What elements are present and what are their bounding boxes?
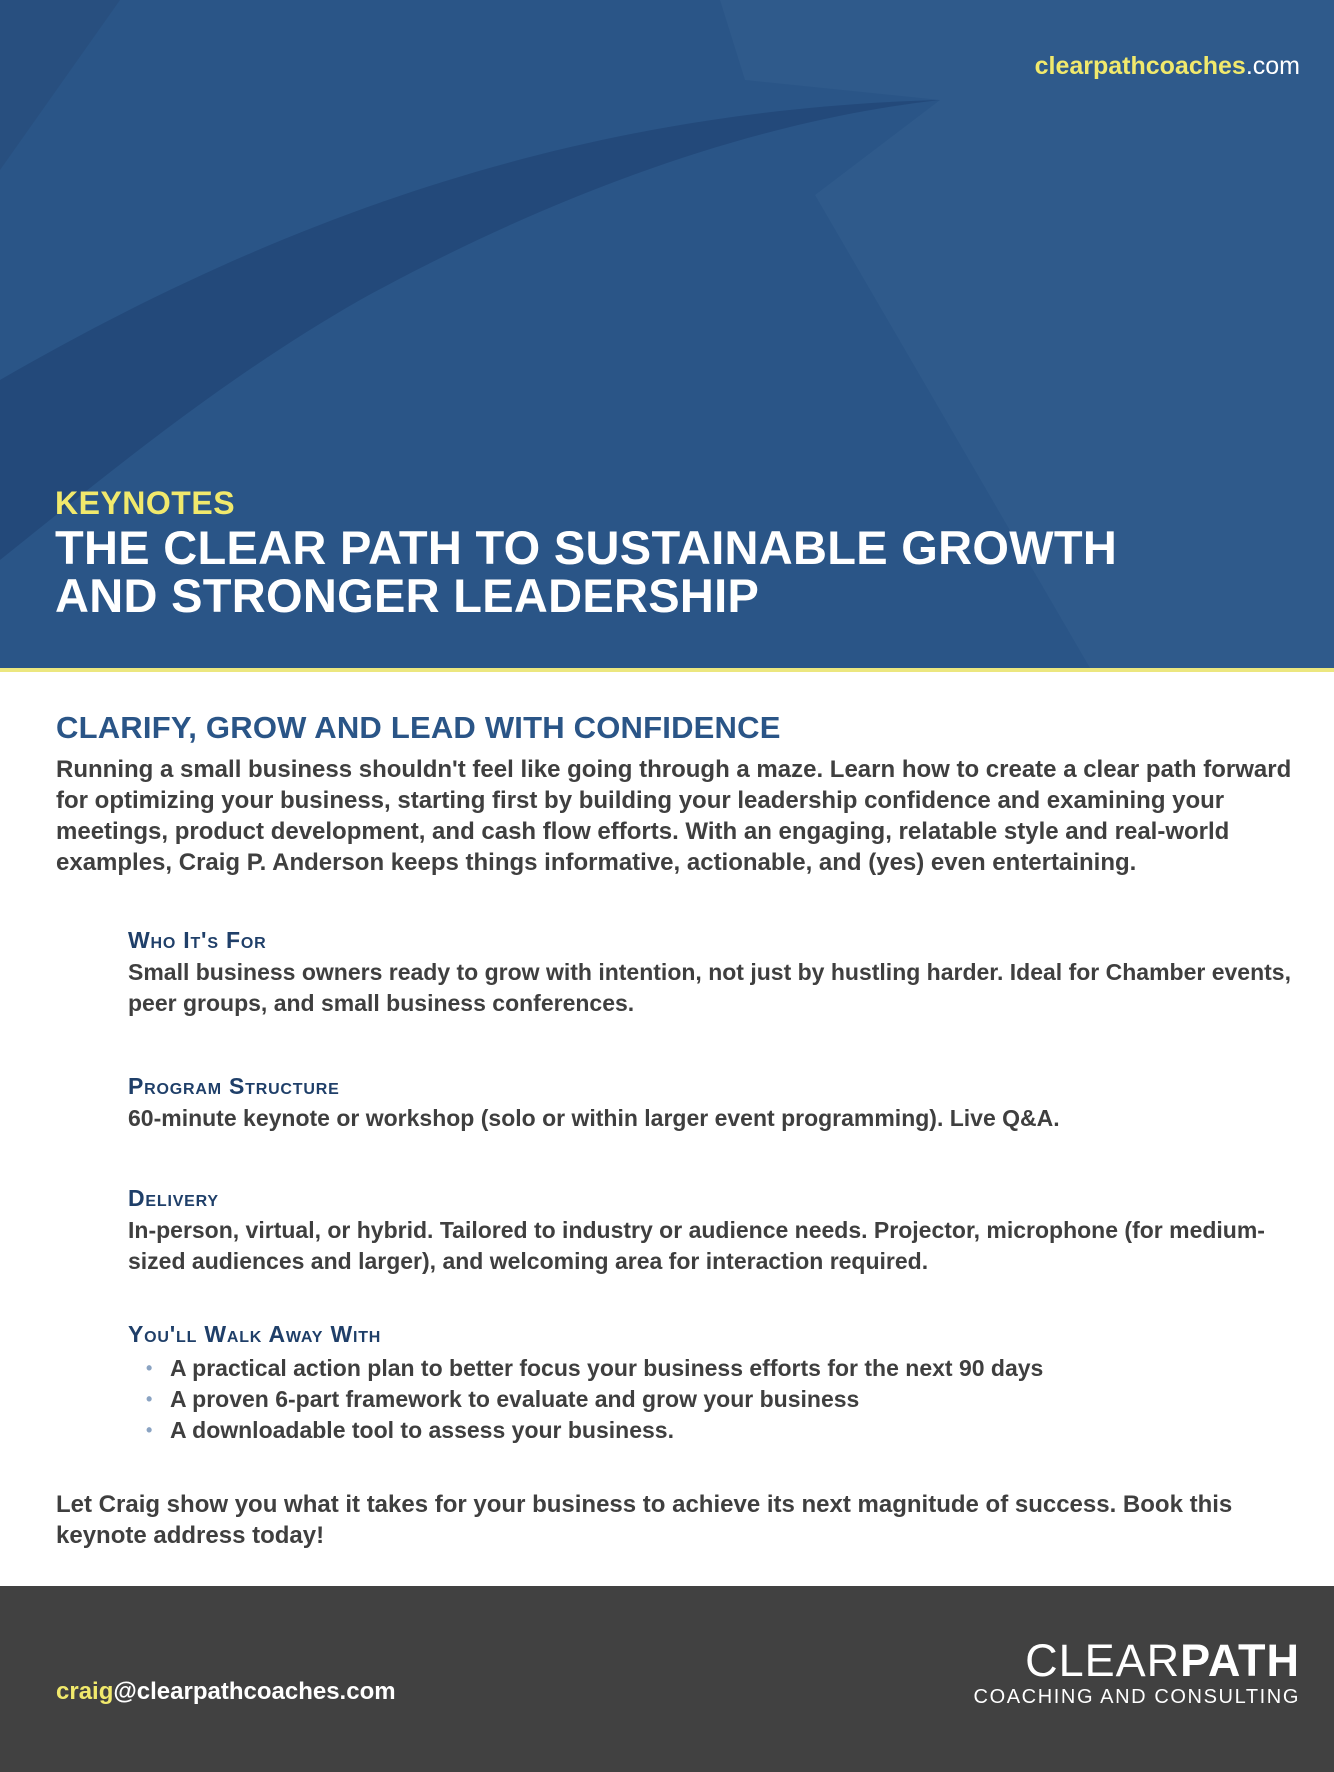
hero-banner: [0, 0, 1334, 668]
site-url-suffix: .com: [1245, 52, 1300, 80]
section-delivery-body: In-person, virtual, or hybrid. Tailored to industry or audience needs. Projector, microphone (for medium-sized audiences and larger), and welcoming area for interaction required.: [128, 1217, 1265, 1274]
bullet-icon: •: [146, 1358, 153, 1378]
kicker-label: KEYNOTES: [55, 485, 236, 521]
logo-word-path: PATH: [1180, 1635, 1300, 1686]
page-title-line-2: AND STRONGER LEADERSHIP: [55, 569, 760, 622]
section-structure: [128, 1071, 1308, 1134]
list-item: [128, 1415, 1308, 1446]
logo-wordmark: [974, 1635, 1300, 1686]
list-item: [128, 1353, 1308, 1384]
section-structure-body: 60-minute keynote or workshop (solo or within larger event programming). Live Q&A.: [128, 1105, 1060, 1131]
page-title: [55, 521, 1255, 622]
email-domain: @clearpathcoaches.com: [113, 1678, 396, 1705]
contact-email[interactable]: [56, 1678, 396, 1706]
section-who-heading: Who It's For: [128, 927, 267, 953]
section-takeaways-heading: You'll Walk Away With: [128, 1321, 382, 1347]
list-item-text: A practical action plan to better focus your business efforts for the next 90 days: [170, 1355, 1044, 1381]
intro-paragraph: Running a small business shouldn't feel like going through a maze. Learn how to create a clear path forward for optimizing your business, starting first by building your leadership confidence and examining your meetings, product development, and cash flow efforts. With an engaging, relatable style and real-world examples, Craig P. Anderson keeps things informative, actionable, and (yes) even entertaining.: [56, 756, 1292, 876]
section-structure-heading: Program Structure: [128, 1073, 340, 1099]
section-delivery-heading: Delivery: [128, 1185, 219, 1211]
intro-subheading: CLARIFY, GROW AND LEAD WITH CONFIDENCE: [56, 710, 781, 745]
intro-block: [56, 708, 1306, 878]
hero-divider: [0, 668, 1334, 672]
call-to-action: Let Craig show you what it takes for your business to achieve its next magnitude of success. Book this keynote address today!: [56, 1491, 1233, 1549]
bullet-icon: •: [146, 1389, 153, 1409]
logo-tagline: COACHING AND CONSULTING: [973, 1686, 1300, 1708]
list-item: [128, 1384, 1308, 1415]
list-item-text: A proven 6-part framework to evaluate and grow your business: [170, 1386, 860, 1412]
logo-word-clear: CLEAR: [1025, 1635, 1181, 1686]
section-takeaways: [128, 1319, 1308, 1446]
page-title-line-1: THE CLEAR PATH TO SUSTAINABLE GROWTH: [55, 521, 1118, 574]
clearpath-logo: [973, 1635, 1300, 1709]
site-url[interactable]: [1035, 52, 1300, 81]
section-who: [128, 925, 1308, 1019]
bullet-icon: •: [146, 1420, 153, 1440]
takeaways-list: [128, 1353, 1308, 1446]
section-who-body: Small business owners ready to grow with intention, not just by hustling harder. Ideal for Chamber events, peer groups, and small business conferences.: [128, 959, 1291, 1016]
section-delivery: [128, 1183, 1308, 1277]
email-highlight: craig: [56, 1678, 114, 1705]
site-url-highlight: clearpathcoaches: [1034, 52, 1246, 80]
list-item-text: A downloadable tool to assess your business.: [170, 1417, 674, 1443]
